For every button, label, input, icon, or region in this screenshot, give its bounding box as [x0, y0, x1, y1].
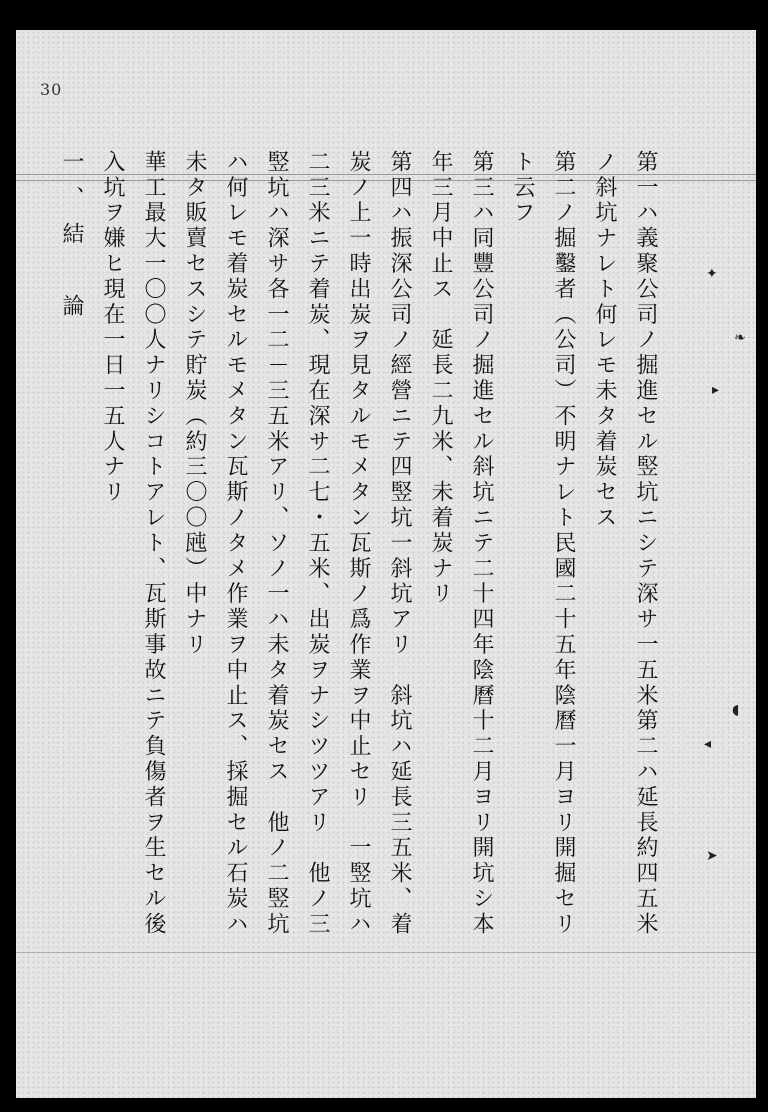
- stray-mark: ✦: [706, 266, 718, 282]
- vertical-text-block: [32, 150, 666, 1030]
- text-column: 未タ販賣セスシテ貯炭（約三〇〇瓲）中ナリ: [182, 150, 207, 658]
- text-column: 第二ノ掘鑿者（公司）不明ナレト民國二十五年陰曆一月ヨリ開掘セリ: [551, 150, 576, 938]
- document-page: [16, 30, 756, 1098]
- stray-mark: ▸: [712, 382, 720, 398]
- text-column: 入坑ヲ嫌ヒ現在一日一五人ナリ: [100, 150, 125, 506]
- text-column: 第一ハ義聚公司ノ掘進セル竪坑ニシテ深サ一五米第二ハ延長約四五米: [633, 150, 658, 938]
- text-column: 炭ノ上一時出炭ヲ見タルモメタン瓦斯ノ爲作業ヲ中止セリ 一竪坑ハ: [346, 150, 371, 938]
- stray-mark: ❧: [734, 330, 746, 346]
- text-column: ノ斜坑ナレト何レモ未タ着炭セス: [592, 150, 617, 531]
- text-column: 華工最大一〇〇人ナリシコトアレト、瓦斯事故ニテ負傷者ヲ生セル後: [141, 150, 166, 938]
- text-column: 第四ハ振深公司ノ經營ニテ四竪坑一斜坑アリ 斜坑ハ延長三五米、着: [387, 150, 412, 938]
- stray-mark: ◖: [732, 702, 740, 718]
- page-number: 30: [40, 80, 63, 99]
- stray-mark: ➤: [706, 848, 718, 864]
- text-column: ハ何レモ着炭セルモメタン瓦斯ノタメ作業ヲ中止ス、採掘セル石炭ハ: [223, 150, 248, 938]
- text-column: 竪坑ハ深サ各一二－三五米アリ、ソノ一ハ未タ着炭セス 他ノ二竪坑: [264, 150, 289, 938]
- text-column: 年三月中止ス 延長二九米、未着炭ナリ: [428, 150, 453, 608]
- text-column: ト云フ: [510, 150, 535, 227]
- text-column: 二三米ニテ着炭、現在深サ二七・五米、出炭ヲナシツツアリ 他ノ三: [305, 150, 330, 938]
- section-heading: 一、結 論: [59, 150, 84, 330]
- stray-mark: ◂: [704, 736, 712, 752]
- text-column: 第三ハ同豐公司ノ掘進セル斜坑ニテ二十四年陰曆十二月ヨリ開坑シ本: [469, 150, 494, 938]
